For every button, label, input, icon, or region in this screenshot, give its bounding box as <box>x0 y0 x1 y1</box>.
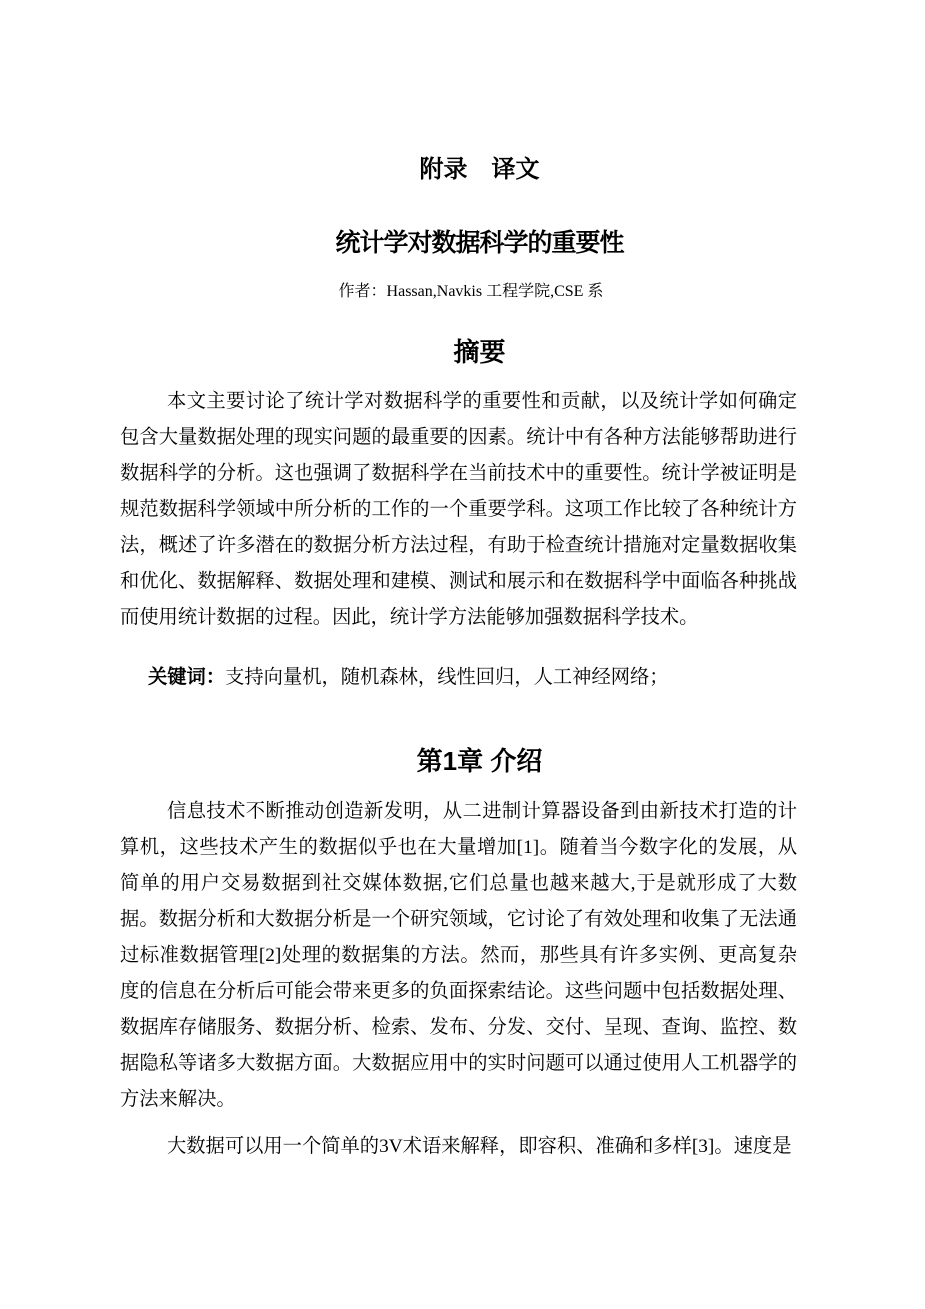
author-line: 作者：Hassan,Navkis 工程学院,CSE 系 <box>338 283 604 300</box>
abstract-heading: 摘要 <box>453 337 506 367</box>
chapter1-heading: 第1章 介绍 <box>416 746 543 776</box>
keywords-line <box>120 660 797 696</box>
keywords-label: 关键词： <box>148 667 226 688</box>
chapter1-paragraph-2: 大数据可以用一个简单的3V术语来解释，即容积、准确和多样[3]。速度是 <box>167 1136 792 1157</box>
appendix-title: 附录 译文 <box>419 156 540 183</box>
chapter1-paragraph-1: 信息技术不断推动创造新发明，从二进制计算器设备到由新技术打造的计算机，这些技术产生的数据似乎也在大量增加[1]。随着当今数字化的发展，从简单的用户交易数据到社交媒体数据,它们总量也越来越大,于是就形成了大数据。数据分析和大数据分析是一个研究领域，它讨论了有效处理和收集了无法通过标准数据管理[2]处理的数据集的方法。然而，那些具有许多实例、更高复杂度的信息在分析后可能会带来更多的负面探索结论。这些问题中包括数据处理、数据库存储服务、数据分析、检索、发布、分发、交付、呈现、查询、监控、数据隐私等诸多大数据方面。大数据应用中的实时问题可以通过使用人工机器学的方法来解决。 <box>120 801 797 1110</box>
keywords-text: 支持向量机，随机森林，线性回归，人工神经网络； <box>225 667 669 688</box>
abstract-paragraph: 本文主要讨论了统计学对数据科学的重要性和贡献，以及统计学如何确定包含大量数据处理的现实问题的最重要的因素。统计中有各种方法能够帮助进行数据科学的分析。这也强调了数据科学在当前技术中的重要性。统计学被证明是规范数据科学领域中所分析的工作的一个重要学科。这项工作比较了各种统计方法，概述了许多潜在的数据分析方法过程，有助于检查统计措施对定量数据收集和优化、数据解释、数据处理和建模、测试和展示和在数据科学中面临各种挑战而使用统计数据的过程。因此，统计学方法能够加强数据科学技术。 <box>120 391 797 628</box>
article-title: 统计学对数据科学的重要性 <box>335 229 624 257</box>
